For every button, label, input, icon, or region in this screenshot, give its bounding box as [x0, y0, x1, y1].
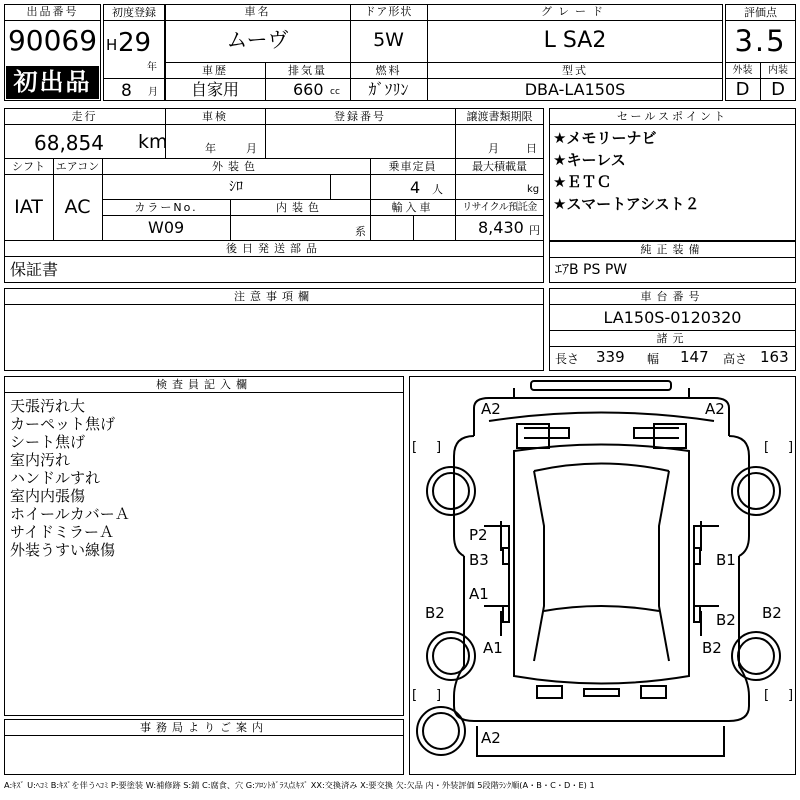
remark-item: 室内内張傷: [10, 487, 86, 505]
color-no-label: カラーNo.: [134, 201, 198, 214]
mileage: 68,854: [34, 131, 104, 155]
svg-text:]: ]: [436, 688, 442, 703]
svg-text:[: [: [764, 440, 770, 455]
ac-label: エアコン: [55, 160, 100, 173]
recycle-fee: 8,430: [478, 218, 524, 237]
first-reg-label: 初度登録: [112, 6, 156, 19]
color: ｼﾛ: [229, 179, 243, 195]
sales-point-item: ★メモリーナビ: [553, 129, 657, 147]
height: 163: [760, 348, 789, 366]
svg-text:]: ]: [788, 688, 794, 703]
era: H: [106, 36, 118, 54]
length-label: 長さ: [555, 352, 580, 366]
mark-front-left: A2: [481, 400, 501, 418]
remark-item: サイドミラーＡ: [10, 523, 114, 541]
first-listing-badge: 初出品: [6, 66, 99, 99]
inspector-label: 検査員記入欄: [156, 378, 252, 391]
recycle-unit: 円: [529, 224, 540, 237]
remark-item: 天張汚れ大: [10, 397, 86, 415]
mark-b1: B1: [716, 551, 736, 569]
svg-text:[: [: [764, 688, 770, 703]
year-unit: 年: [147, 62, 157, 73]
mileage-label: 走行: [71, 110, 98, 123]
shift-label: シフト: [12, 160, 45, 173]
mark-b2-rear-mid: B2: [702, 639, 722, 657]
displacement: 660: [293, 80, 324, 99]
displacement-unit: cc: [330, 87, 340, 97]
sales-point-item: ★ＥＴＣ: [553, 173, 612, 191]
svg-text:]: ]: [436, 440, 442, 455]
transfer-day-unit: 日: [526, 142, 537, 155]
sales-point-item: ★スマートアシスト２: [553, 195, 700, 213]
mark-b3: B3: [469, 551, 489, 569]
inspection-month-unit: 月: [246, 142, 257, 155]
interior-score: D: [771, 79, 785, 100]
later-parts-label: 後日発送部品: [226, 242, 322, 255]
transfer-label: 譲渡書類期限: [466, 110, 533, 123]
mark-a1-rear-left: A1: [483, 639, 503, 657]
lot-number: 90069: [7, 24, 98, 57]
history: 自家用: [190, 80, 239, 99]
equipment-label: 純正装備: [640, 243, 705, 256]
recycle-label: リサイクル預託金: [462, 202, 537, 213]
car-name-label: 車名: [244, 5, 271, 18]
sales-point-item: ★キーレス: [553, 151, 626, 169]
sales-points-label: セールスポイント: [616, 110, 728, 123]
car-name: ムーヴ: [226, 28, 289, 52]
length: 339: [596, 348, 625, 366]
displacement-label: 排気量: [288, 64, 327, 77]
later-parts: 保証書: [10, 260, 59, 279]
mileage-unit: km: [138, 131, 168, 153]
legend: A:ｷｽﾞ U:ﾍｺﾐ B:ｷｽﾞを伴うﾍｺﾐ P:要塗装 W:補修跡 S:錆 C:腐食、穴 G:ﾌﾛﾝﾄｶﾞﾗｽ点ｷｽﾞ XX:交換済み X:要交換 欠:欠品 内・外装評価 5段階ﾗﾝｸ順(A・B・C・D・E) 1: [4, 781, 595, 790]
interior-color-label: 内装色: [276, 201, 324, 214]
max-load-label: 最大積載量: [472, 160, 527, 173]
exterior-label: 外装: [732, 65, 753, 76]
width-label: 幅: [647, 352, 660, 366]
office-label: 事務局よりご案内: [140, 721, 268, 734]
remark-item: シート焦げ: [10, 433, 86, 451]
mark-rear: A2: [481, 729, 501, 747]
inspection-label: 車検: [202, 110, 228, 123]
model: DBA-LA150S: [524, 80, 626, 99]
remark-item: 外装うすい線傷: [10, 541, 116, 559]
capacity-label: 乗車定員: [388, 160, 437, 173]
grade-label: グレード: [541, 5, 609, 18]
svg-text:]: ]: [788, 440, 794, 455]
exterior-score: D: [735, 79, 750, 100]
score-label: 評価点: [744, 6, 777, 19]
fuel-label: 燃料: [375, 64, 402, 77]
equipment-value: ｴｱB PS PW: [555, 262, 628, 278]
lot-label: 出品番号: [26, 5, 79, 18]
remark-item: 室内汚れ: [10, 451, 71, 469]
remark-item: ホイールカバーＡ: [10, 505, 130, 523]
interior-label: 内装: [768, 65, 788, 76]
mark-b2-right: B2: [762, 604, 782, 622]
capacity-unit: 人: [432, 183, 443, 196]
notes-label: 注意事項欄: [234, 290, 314, 303]
import-label: 輸入車: [391, 201, 434, 214]
transfer-month-unit: 月: [488, 142, 499, 155]
max-load-unit: kg: [527, 184, 540, 195]
interior-color-unit: 系: [355, 225, 366, 238]
capacity: 4: [410, 178, 421, 197]
shift: IAT: [14, 196, 43, 218]
registration-label: 登録番号: [334, 110, 386, 123]
height-label: 高さ: [723, 352, 748, 366]
history-label: 車歴: [202, 64, 228, 77]
model-label: 型式: [562, 64, 588, 77]
chassis-number: LA150S-0120320: [603, 308, 742, 327]
first-reg-month: 8: [121, 81, 132, 101]
car-diagram: [409, 376, 796, 775]
ac: AC: [64, 196, 91, 218]
mark-b2-rear-right: B2: [716, 611, 736, 629]
month-unit: 月: [148, 87, 158, 98]
mark-front-right: A2: [705, 400, 725, 418]
svg-text:[: [: [412, 440, 418, 455]
chassis-label: 車台番号: [640, 290, 705, 303]
mark-a1-center: A1: [469, 585, 489, 603]
inspection-year-unit: 年: [205, 142, 216, 155]
dims-label: 諸元: [656, 332, 689, 345]
door-label: ドア形状: [364, 5, 413, 18]
grade: L SA2: [543, 28, 607, 53]
color-no: W09: [148, 218, 185, 237]
width: 147: [680, 348, 709, 366]
svg-text:[: [: [412, 688, 418, 703]
door-type: 5W: [373, 29, 404, 51]
remark-item: ハンドルすれ: [10, 469, 101, 487]
remark-item: カーペット焦げ: [10, 415, 116, 433]
mark-p2: P2: [469, 526, 488, 544]
first-reg-year: 29: [118, 28, 152, 58]
fuel: ｶﾞｿﾘﾝ: [368, 80, 409, 99]
score: 3.5: [734, 24, 787, 58]
color-label: 外装色: [212, 160, 260, 173]
mark-b2-left: B2: [425, 604, 445, 622]
